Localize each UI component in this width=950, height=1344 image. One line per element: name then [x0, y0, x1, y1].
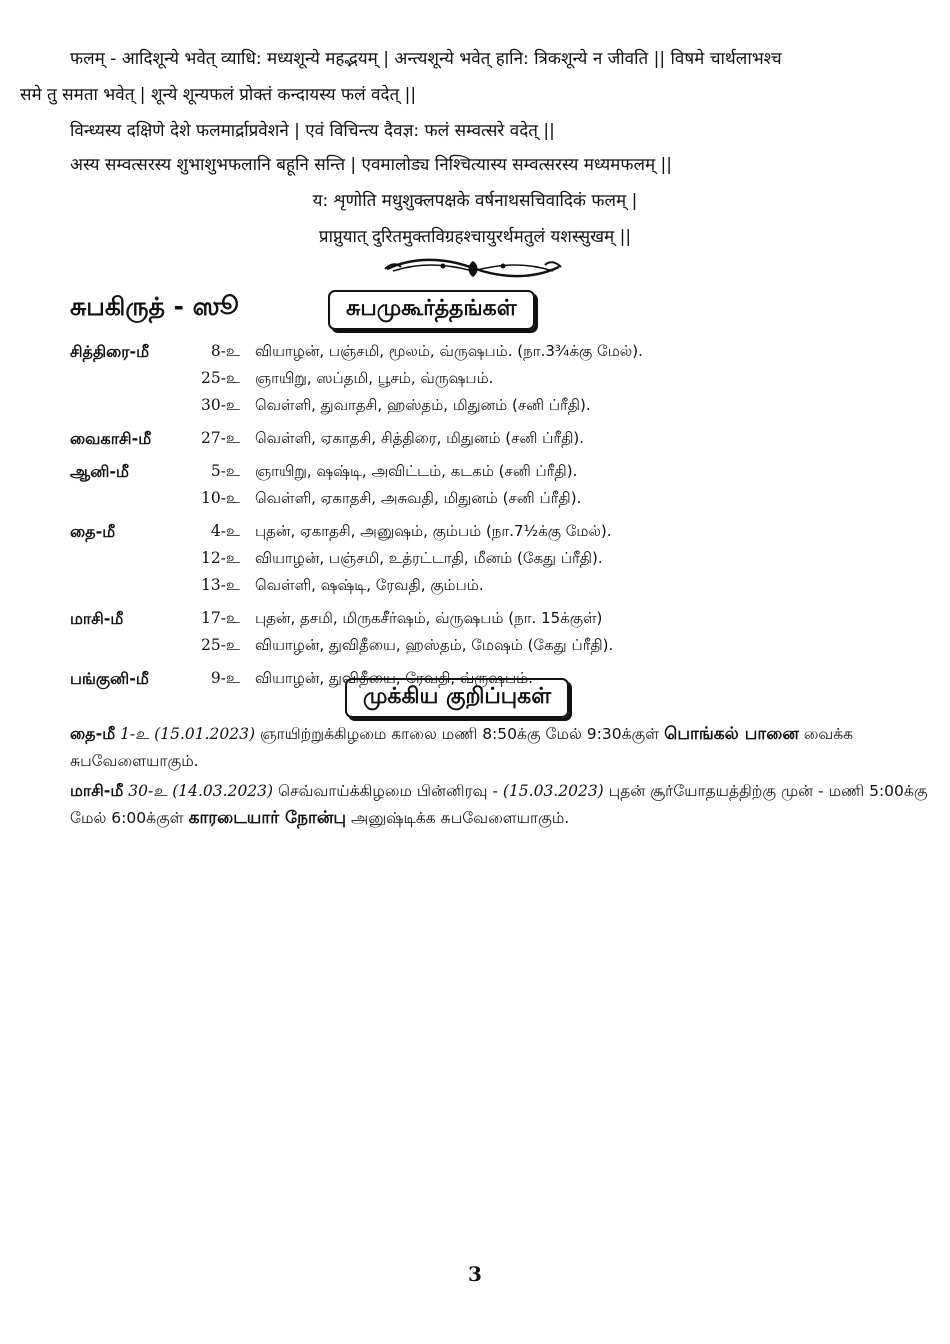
month-label: பங்குனி-மீ: [70, 669, 149, 688]
date-label: 8-உ: [210, 342, 240, 360]
note-karadaiyar: [70, 777, 930, 832]
date-label: 27-உ: [200, 429, 240, 447]
sanskrit-line: य: शृणोति मधुशुक्लपक्षके वर्षनाथसचिवादिकं फलम् |: [312, 191, 638, 211]
table-row: [70, 547, 930, 574]
note-text: செவ்வாய்க்கிழமை பின்னிரவு -: [278, 782, 498, 800]
year-label: சுபகிருத் - ஸூ: [70, 292, 239, 321]
table-row: [70, 367, 930, 394]
detail-text: வெள்ளி, ஷஷ்டி, ரேவதி, கும்பம்.: [255, 576, 484, 594]
detail-text: வியாழன், பஞ்சமி, மூலம், வ்ருஷபம். (நா.3¾க்கு மேல்).: [255, 342, 643, 360]
note-date: 30-உ: [128, 782, 168, 800]
detail-text: ஞாயிறு, ஸப்தமி, பூசம், வ்ருஷபம்.: [255, 369, 494, 387]
date-label: 5-உ: [210, 462, 240, 480]
detail-text: ஞாயிறு, ஷஷ்டி, அவிட்டம், கடகம் (சனி ப்ரீதி).: [255, 462, 578, 480]
note-text: ஞாயிற்றுக்கிழமை காலை மணி 8:50க்கு மேல் 9:30க்குள்: [259, 725, 660, 743]
sanskrit-line: प्राप्नुयात् दुरितमुक्तविग्रहश्चायुरर्थमतुलं यशस्सुखम् ||: [318, 227, 632, 247]
month-label: வைகாசி-மீ: [70, 429, 152, 448]
note-gregorian-date: (15.03.2023): [502, 782, 604, 800]
date-label: 30-உ: [200, 396, 240, 414]
note-text: அனுஷ்டிக்க சுபவேளையாகும்.: [350, 809, 570, 827]
important-notes: [70, 720, 930, 834]
table-row: [70, 394, 930, 421]
date-label: 9-உ: [210, 669, 240, 687]
detail-text: வெள்ளி, ஏகாதசி, அசுவதி, மிதுனம் (சனி ப்ரீதி).: [255, 489, 582, 507]
note-highlight: பொங்கல் பானை: [664, 724, 799, 744]
note-text: புதன் சூர்யோதயத்திற்கு: [608, 782, 777, 800]
date-label: 17-உ: [200, 609, 240, 627]
table-row: [70, 634, 930, 661]
date-label: 25-உ: [200, 369, 240, 387]
important-notes-title: முக்கிய குறிப்புகள்: [345, 678, 569, 718]
table-row: [70, 460, 930, 487]
sanskrit-line: अस्य सम्वत्सरस्य शुभाशुभफलानि बहूनि सन्ति | एवमालोड्य निश्चित्यास्य सम्वत्सरस्य मध्यमफलम् ||: [70, 155, 673, 175]
sanskrit-line: विन्ध्यस्य दक्षिणे देशे फलमार्द्राप्रवेशने | एवं विचिन्त्य दैवज्ञ: फलं सम्वत्सरे वदेत् ||: [70, 121, 555, 141]
detail-text: வெள்ளி, ஏகாதசி, சித்திரை, மிதுனம் (சனி ப்ரீதி).: [255, 429, 584, 447]
date-label: 12-உ: [200, 549, 240, 567]
date-label: 4-உ: [210, 522, 240, 540]
sanskrit-line: फलम् - आदिशून्ये भवेत् व्याधि: मध्यशून्ये महद्भयम् | अन्त्यशून्ये भवेत् हानि: त्रिकशून्ये न जीवति || विषमे चार्थलाभश्च: [70, 49, 782, 69]
table-row: [70, 607, 930, 634]
month-label: ஆனி-மீ: [70, 462, 129, 481]
note-text: முன் - மணி 5:00க்கு மேல் 6:00க்குள்: [70, 782, 928, 827]
detail-text: வியாழன், துவிதீயை, ரேவதி, வ்ருஷபம்.: [255, 669, 533, 687]
month-label: சித்திரை-மீ: [70, 342, 150, 361]
note-month: மாசி-மீ: [70, 781, 124, 800]
month-label: தை-மீ: [70, 522, 116, 541]
table-row: [70, 574, 930, 601]
note-pongal: [70, 720, 930, 775]
date-label: 25-உ: [200, 636, 240, 654]
date-label: 13-உ: [200, 576, 240, 594]
detail-text: வியாழன், துவிதீயை, ஹஸ்தம், மேஷம் (கேது ப்ரீதி).: [255, 636, 614, 654]
note-month: தை-மீ: [70, 724, 116, 743]
detail-text: புதன், தசமி, மிருகசீர்ஷம், வ்ருஷபம் (நா. 15க்குள்): [255, 609, 603, 627]
ornament-divider-icon: [383, 255, 563, 281]
note-text: வைக்க சுபவேளையாகும்.: [70, 725, 854, 770]
month-label: மாசி-மீ: [70, 609, 124, 628]
table-row: [70, 340, 930, 367]
note-date: 1-உ: [120, 725, 150, 743]
table-row: [70, 487, 930, 514]
note-gregorian-date: (14.03.2023): [172, 782, 274, 800]
note-gregorian-date: (15.01.2023): [154, 725, 256, 743]
auspicious-dates-title: சுபமுகூர்த்தங்கள்: [328, 290, 535, 330]
page-number: 3: [468, 1262, 482, 1286]
note-highlight: காரடையார் நோன்பு: [188, 808, 347, 828]
detail-text: வெள்ளி, துவாதசி, ஹஸ்தம், மிதுனம் (சனி ப்ரீதி).: [255, 396, 591, 414]
sanskrit-line: समे तु समता भवेत् | शून्ये शून्यफलं प्रोक्तं कन्दायस्य फलं वदेत् ||: [20, 85, 417, 105]
table-row: [70, 427, 930, 454]
table-row: [70, 520, 930, 547]
date-label: 10-உ: [200, 489, 240, 507]
detail-text: வியாழன், பஞ்சமி, உத்ரட்டாதி, மீனம் (கேது ப்ரீதி).: [255, 549, 603, 567]
auspicious-dates-table: [70, 340, 930, 694]
detail-text: புதன், ஏகாதசி, அனுஷம், கும்பம் (நா.7½க்கு மேல்).: [255, 522, 612, 540]
